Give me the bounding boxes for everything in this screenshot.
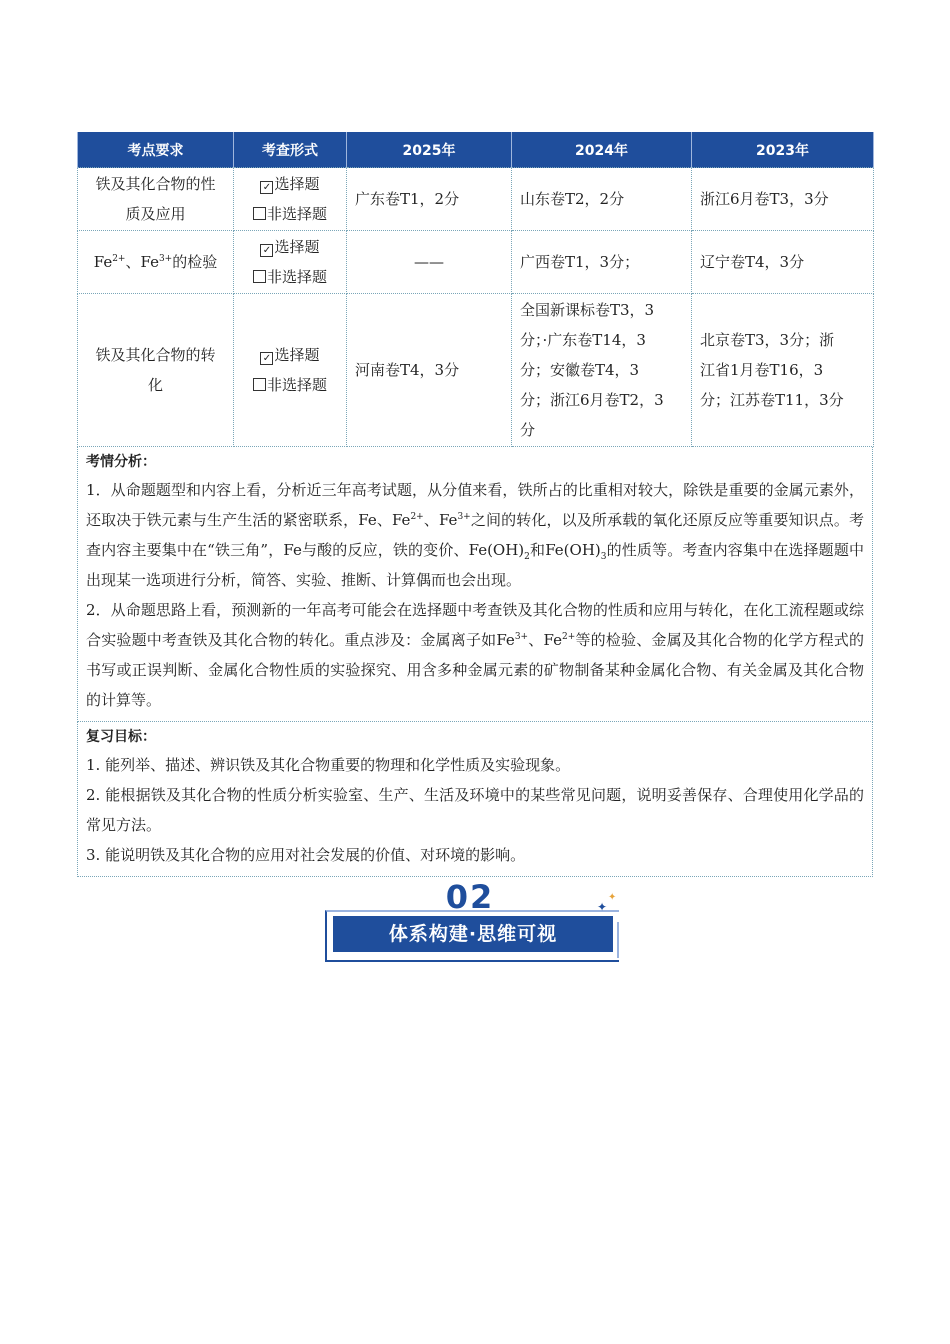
analysis-section xyxy=(77,447,873,722)
sparkle-icon: ✦ xyxy=(597,900,608,914)
review-section xyxy=(77,722,873,877)
cell-2023 xyxy=(692,294,874,447)
checked-box-icon: ✓ xyxy=(260,244,273,257)
table-row xyxy=(78,294,874,447)
option-label: 选择题 xyxy=(274,346,320,364)
topic-text: 的检验 xyxy=(172,253,218,271)
option-label: 非选择题 xyxy=(266,268,327,286)
header-2025: 2025年 xyxy=(347,132,512,168)
header-2024: 2024年 xyxy=(512,132,692,168)
review-item: 3. 能说明铁及其化合物的应用对社会发展的价值、对环境的影响。 xyxy=(86,846,526,864)
topic-text: Fe xyxy=(93,253,113,271)
topic-line: 质及应用 xyxy=(125,205,186,223)
header-form: 考查形式 xyxy=(234,132,347,168)
form-cell xyxy=(234,294,347,447)
header-topic: 考点要求 xyxy=(78,132,234,168)
review-title: 复习目标： xyxy=(86,729,156,745)
cell-2023: 浙江6月卷T3，3分 xyxy=(692,168,874,231)
cell-2024: 山东卷T2，2分 xyxy=(512,168,692,231)
table-row xyxy=(78,231,874,294)
topic-line: 铁及其化合物的转 xyxy=(95,346,216,364)
exam-table xyxy=(77,132,874,447)
empty-box-icon xyxy=(253,207,266,220)
charge-sup: 2+ xyxy=(112,254,126,264)
header-2023: 2023年 xyxy=(692,132,874,168)
cell-line: 分；安徽卷T4，3 xyxy=(520,361,640,379)
topic-cell xyxy=(78,231,234,294)
cell-line: 北京卷T3，3分；浙 xyxy=(700,331,835,349)
review-item: 1. 能列举、描述、辨识铁及其化合物重要的物理和化学性质及实验现象。 xyxy=(86,756,571,774)
topic-line: 铁及其化合物的性 xyxy=(95,175,216,193)
form-cell xyxy=(234,168,347,231)
exam-analysis-table xyxy=(77,132,873,877)
analysis-paragraph-2: 2．从命题思路上看，预测新的一年高考可能会在选择题中考查铁及其化合物的性质和应用与转化，在化工流程题或综合实验题中考查铁及其化合物的转化。重点涉及：金属离子如$Fe^{3+}$、$Fe^{2+}$等的检验、金属及其化合物的化学方程式的书写或正误判断、金属化合物性质的实验探究、用含多种金属元素的矿物制备某种金属化合物、有关金属及其化合物的计算等。 xyxy=(86,601,865,709)
cell-line: 江省1月卷T16，3 xyxy=(700,361,824,379)
checked-box-icon: ✓ xyxy=(260,181,273,194)
empty-box-icon xyxy=(253,378,266,391)
section-title: 体系构建·思维可视 xyxy=(333,916,613,952)
cell-2025: 广东卷T1，2分 xyxy=(347,168,512,231)
section-number: 02 xyxy=(445,878,495,916)
table-header-row xyxy=(78,132,874,168)
review-item: 2. 能根据铁及其化合物的性质分析实验室、生产、生活及环境中的某些常见问题，说明妥善保存、合理使用化学品的常见方法。 xyxy=(86,786,864,834)
cell-2025: —— xyxy=(347,231,512,294)
checked-box-icon: ✓ xyxy=(260,352,273,365)
cell-2023: 辽宁卷T4，3分 xyxy=(692,231,874,294)
option-label: 非选择题 xyxy=(266,376,327,394)
analysis-title: 考情分析： xyxy=(86,454,156,470)
topic-line: 化 xyxy=(147,376,163,394)
table-row xyxy=(78,168,874,231)
form-cell xyxy=(234,231,347,294)
section-banner xyxy=(325,878,625,964)
cell-2024 xyxy=(512,294,692,447)
topic-text: 、Fe xyxy=(125,253,159,271)
empty-box-icon xyxy=(253,270,266,283)
cell-line: 分；浙江6月卷T2，3 xyxy=(520,391,664,409)
topic-cell xyxy=(78,294,234,447)
charge-sup: 3+ xyxy=(158,254,173,264)
topic-cell xyxy=(78,168,234,231)
option-label: 选择题 xyxy=(274,175,320,193)
cell-2024: 广西卷T1，3分； xyxy=(512,231,692,294)
cell-2025: 河南卷T4，3分 xyxy=(347,294,512,447)
option-label: 非选择题 xyxy=(266,205,327,223)
sparkle-icon: ✦ xyxy=(608,892,617,903)
analysis-paragraph-1: 1．从命题题型和内容上看，分析近三年高考试题，从分值来看，铁所占的比重相对较大，除铁是重要的金属元素外，还取决于铁元素与生产生活的紧密联系，Fe、$Fe^{2+}$、$Fe^{3+}$之间的转化，以及所承载的氧化还原反应等重要知识点。考查内容主要集中在“铁三角”，Fe与酸的反应，铁的变价、$Fe(OH)_2$和$Fe(OH)_3$的性质等。考查内容集中在选择题题中出现某一选项进行分析，简答、实验、推断、计算偶而也会出现。 xyxy=(86,481,864,589)
cell-line: 分；江苏卷T11，3分 xyxy=(700,391,844,409)
option-label: 选择题 xyxy=(274,238,320,256)
cell-line: 分；·广东卷T14，3 xyxy=(520,331,646,349)
cell-line: 分 xyxy=(520,421,536,439)
cell-line: 全国新课标卷T3，3 xyxy=(520,301,655,319)
